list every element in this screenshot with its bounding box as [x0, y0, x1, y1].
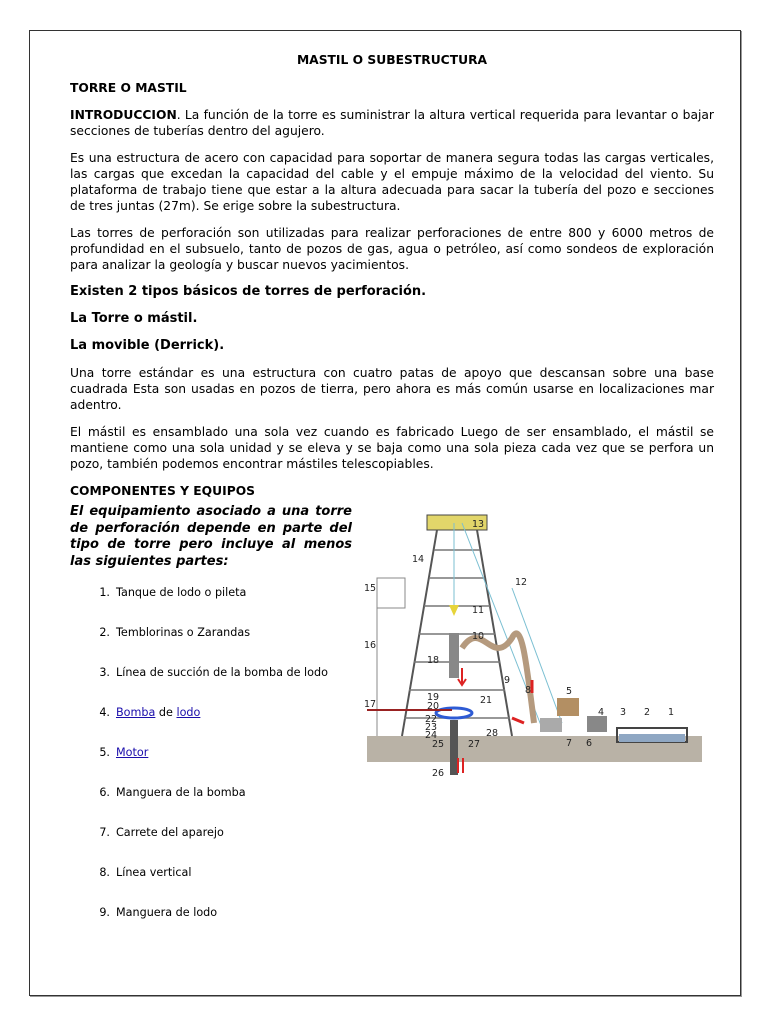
label-23: 23 [425, 722, 438, 733]
label-5: 5 [566, 686, 573, 697]
motor-link[interactable]: Motor [116, 746, 149, 759]
hook [449, 605, 459, 616]
drawworks [540, 718, 562, 732]
label-26: 26 [432, 768, 445, 779]
document-body [70, 52, 714, 510]
label-3: 3 [620, 707, 627, 718]
intro-text: . La función de la torre es suministrar la altura vertical requerida para levantar o bajar secciones de tuberías dentro del agujero. [70, 108, 714, 138]
list-item: 6. Manguera de la bomba [99, 786, 246, 799]
label-13: 13 [472, 519, 485, 530]
components-heading: COMPONENTES Y EQUIPOS [70, 484, 256, 498]
label-27: 27 [468, 739, 481, 750]
label-16: 16 [364, 640, 377, 651]
label-19: 19 [427, 692, 440, 703]
label-8: 8 [525, 685, 532, 696]
kelly [449, 633, 459, 678]
label-21: 21 [480, 695, 493, 706]
mud-pump [557, 698, 579, 716]
paragraph-structure: Es una estructura de acero con capacidad para soportar de manera segura todas las cargas verticales, las cargas que excedan la capacidad del cable y el empuje máximo de la velocidad del viento. Su plataforma de trabajo tiene que estar a la altura adecuada para sacar la tubería del pozo e secciones de tres juntas (27m). Se erige sobre la subestructura. [70, 151, 714, 213]
drilling-rig-svg [362, 508, 707, 783]
paragraph-depth: Las torres de perforación son utilizadas para realizar perforaciones de entre 800 y 6000 metros de profundidad en el subsuelo, tanto de pozos de gas, agua o petróleo, así como sondeos de exploración para analizar la geología y buscar nuevos yacimientos. [70, 226, 714, 272]
label-4: 4 [598, 707, 605, 718]
label-6: 6 [586, 738, 593, 749]
label-11: 11 [472, 605, 485, 616]
motor-box [587, 716, 607, 732]
label-18: 18 [427, 655, 440, 666]
intro-paragraph [70, 107, 714, 139]
components-list [70, 586, 360, 946]
page-title: MASTIL O SUBESTRUCTURA [296, 53, 488, 67]
label-24: 24 [425, 730, 438, 741]
mud-tank-fill [619, 734, 685, 742]
components-lead: El equipamiento asociado a una torre de perforación depende en parte del tipo de torre pero incluye al menos las siguientes partes: [70, 504, 352, 569]
list-item: 4. Bomba de lodo [99, 706, 201, 719]
flow-arrow-2 [512, 718, 524, 723]
monkey-board [377, 578, 405, 608]
cable-line [512, 588, 562, 723]
paragraph-standard-tower: Una torre estándar es una estructura con cuatro patas de apoyo que descansan sobre una base cuadrada Esta son usadas en pozos de tierra, pero ahora es más común usarse en localizaciones mar adentro. [70, 366, 714, 412]
list-item: 8. Línea vertical [99, 866, 192, 879]
label-9: 9 [504, 675, 511, 686]
flow-arrow [458, 668, 466, 685]
label-7: 7 [566, 738, 573, 749]
list-item: 9. Manguera de lodo [99, 906, 218, 919]
well-bore [450, 720, 458, 775]
label-20: 20 [427, 701, 440, 712]
list-item: 5. Motor [99, 746, 149, 759]
list-item: 2. Temblorinas o Zarandas [99, 626, 251, 639]
type-torre: La Torre o mástil. [70, 311, 198, 326]
section-heading-torre: TORRE O MASTIL [70, 81, 187, 95]
paragraph-mast: El mástil es ensamblado una sola vez cuando es fabricado Luego de ser ensamblado, el mástil se mantiene como una sola unidad y se eleva y se baja como una sola pieza cada vez que se perfora un pozo, también podemos encontrar mástiles telescopiables. [70, 425, 714, 471]
type-derrick: La movible (Derrick). [70, 338, 225, 353]
label-15: 15 [364, 583, 377, 594]
list-item: 3. Línea de succión de la bomba de lodo [99, 666, 328, 679]
label-1: 1 [668, 707, 675, 718]
label-2: 2 [644, 707, 651, 718]
label-28: 28 [486, 728, 499, 739]
lodo-link[interactable]: lodo [176, 706, 201, 719]
intro-label: INTRODUCCION [70, 108, 177, 122]
label-17: 17 [364, 699, 377, 710]
label-12: 12 [515, 577, 528, 588]
label-10: 10 [472, 631, 485, 642]
drilling-rig-diagram [362, 508, 707, 783]
mud-hose [462, 634, 534, 723]
list-item: 1. Tanque de lodo o pileta [99, 586, 247, 599]
label-25: 25 [432, 739, 445, 750]
label-14: 14 [412, 554, 425, 565]
types-heading: Existen 2 tipos básicos de torres de perforación. [70, 284, 427, 299]
list-item: 7. Carrete del aparejo [99, 826, 224, 839]
label-22: 22 [425, 714, 438, 725]
bomba-link[interactable]: Bomba [116, 706, 156, 719]
